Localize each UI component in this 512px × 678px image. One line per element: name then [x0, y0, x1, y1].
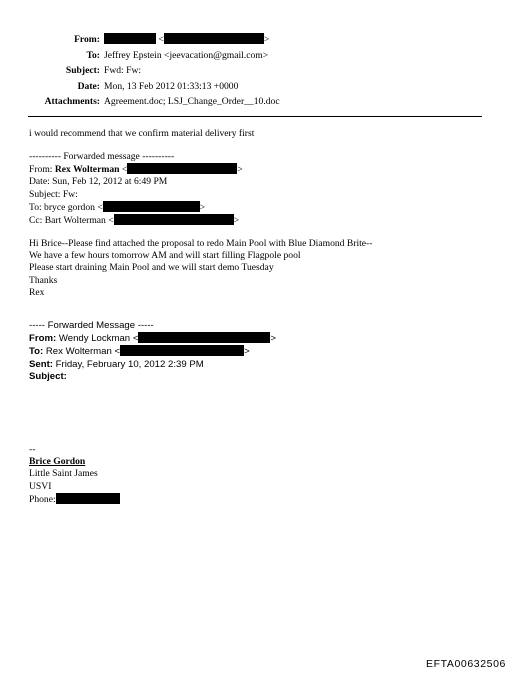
forward-from: From: Wendy Lockman < > [29, 333, 277, 345]
forward-subject: Subject: Fw: [29, 188, 78, 200]
forward-separator: ---------- Forwarded message ---------- [29, 151, 175, 162]
subject-value: Fwd: Fw: [104, 65, 142, 76]
forward-from: From: Rex Wolterman < > [29, 164, 243, 176]
redaction-box [127, 163, 237, 174]
forward-to: To: Rex Wolterman < > [29, 346, 250, 358]
redaction-box [56, 493, 120, 504]
forward-sent: Sent: Friday, February 10, 2012 2:39 PM [29, 358, 204, 370]
date-label: Date: [77, 80, 100, 92]
subject-label: Subject: [65, 65, 100, 76]
forward-to: To: bryce gordon < > [29, 201, 206, 213]
header-date-row [0, 79, 512, 95]
message-line: We have a few hours tomorrow AM and will start filling Flagpole pool [29, 250, 301, 262]
bates-number: EFTA00632506 [426, 658, 506, 670]
header-subject-row [0, 63, 512, 79]
redaction-box [120, 345, 244, 356]
header-divider [28, 116, 482, 117]
forward-separator: ----- Forwarded Message ----- [29, 320, 154, 331]
message-line: Hi Brice--Please find attached the proposal to redo Main Pool with Blue Diamond Brite-- [29, 238, 373, 249]
forward-cc: Cc: Bart Wolterman < > [29, 215, 240, 227]
forward-1 [29, 151, 243, 227]
attachments-label: Attachments: [44, 96, 100, 107]
redaction-box [138, 332, 270, 343]
message-body [29, 238, 372, 299]
email-header [0, 32, 512, 110]
signature [29, 444, 120, 506]
signature-name: Brice Gordon [29, 456, 86, 468]
signature-line: USVI [29, 480, 52, 492]
signature-line: Little Saint James [29, 468, 98, 480]
signature-phone: Phone: [29, 493, 120, 506]
header-to-row [0, 48, 512, 64]
from-label: From: [74, 34, 100, 45]
forward-subject: Subject: [29, 370, 67, 382]
date-value: Mon, 13 Feb 2012 01:33:13 +0000 [104, 80, 239, 92]
redaction-box [114, 214, 234, 225]
redaction-box [104, 33, 156, 44]
signature-dashes: -- [29, 444, 36, 455]
message-line: Rex [29, 286, 45, 298]
forward-2 [29, 320, 276, 383]
redaction-box [164, 33, 264, 44]
message-line: Thanks [29, 274, 58, 286]
to-value: Jeffrey Epstein <jeevacation@gmail.com> [104, 49, 269, 61]
header-from-row: From: < > [0, 32, 512, 48]
message-line: Please start draining Main Pool and we will start demo Tuesday [29, 262, 274, 274]
header-attachments-row [0, 94, 512, 110]
to-label: To: [86, 49, 100, 61]
forward-date: Date: Sun, Feb 12, 2012 at 6:49 PM [29, 176, 168, 188]
redaction-box [103, 201, 200, 212]
body-intro: i would recommend that we confirm material delivery first [29, 128, 255, 139]
attachments-value: Agreement.doc; LSJ_Change_Order__10.doc [104, 96, 280, 107]
